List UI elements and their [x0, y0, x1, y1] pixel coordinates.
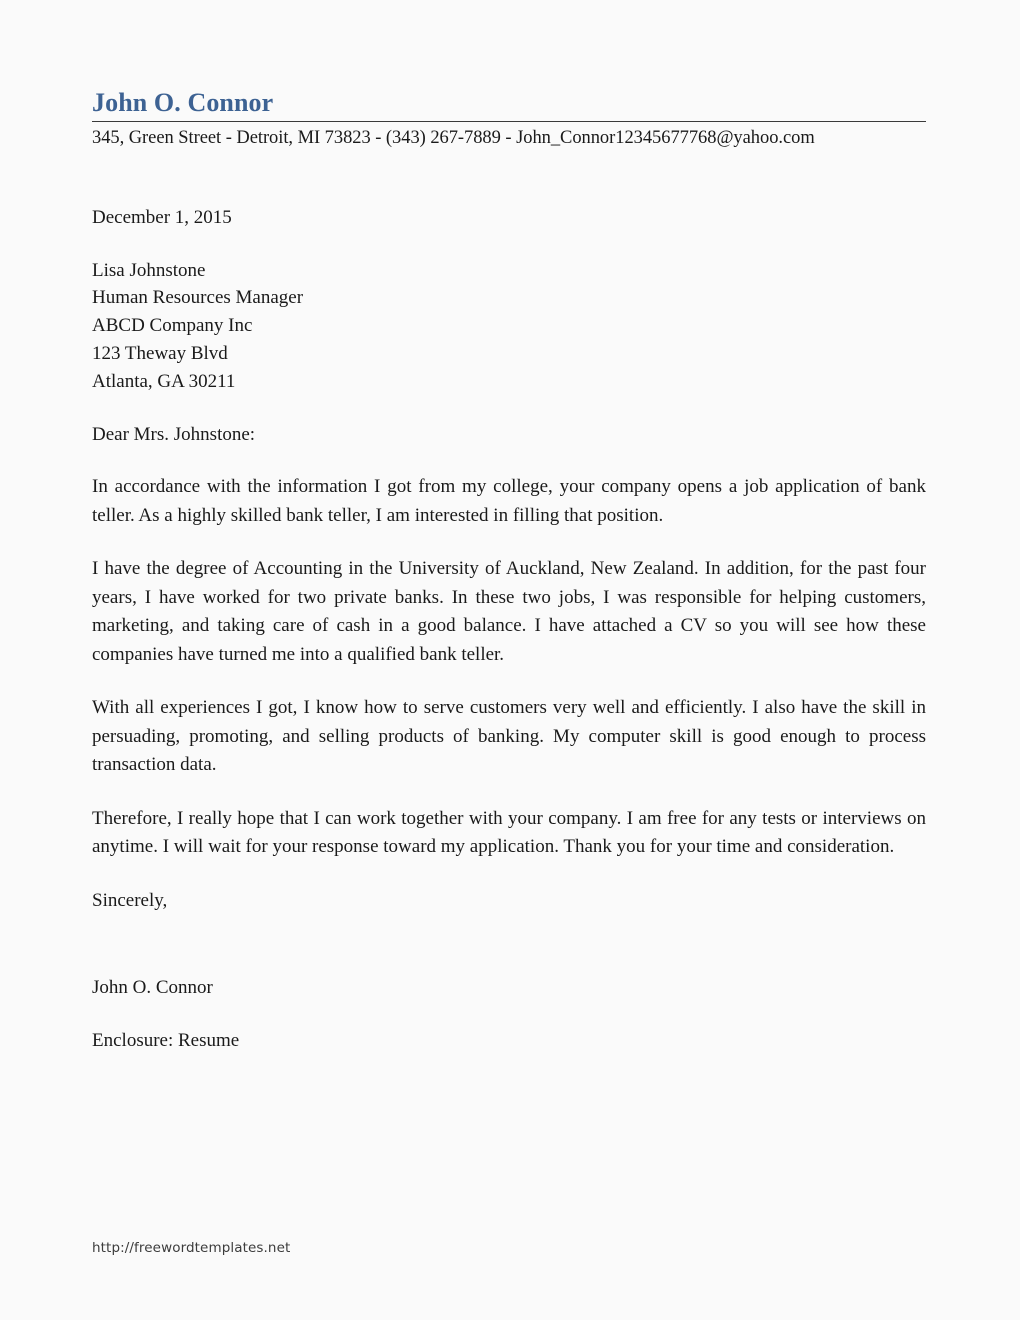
salutation: Dear Mrs. Johnstone:: [92, 424, 256, 446]
recipient-city-state-zip: Atlanta, GA 30211: [92, 370, 236, 392]
recipient-company: ABCD Company Inc: [92, 315, 253, 337]
closing-line: Sincerely,: [92, 889, 168, 911]
body-paragraph-1: In accordance with the information I got from my college, your company opens a job application of bank teller. As a highly skilled bank teller, I am interested in filling that position.: [92, 476, 926, 526]
body-paragraph-2: I have the degree of Accounting in the University of Auckland, New Zealand. In addition, for the past four years, I have worked for two private banks. In these two jobs, I was responsible for helping customers, marketing, and taking care of cash in a good balance. I have attached a CV so you will see how these companies have turned me into a qualified bank teller.: [92, 558, 926, 665]
recipient-name: Lisa Johnstone: [92, 259, 206, 281]
letterhead-contact-line: 345, Green Street - Detroit, MI 73823 - (343) 267-7889 - John_Connor12345677768@yahoo.com: [92, 128, 815, 149]
signature-name: John O. Connor: [92, 977, 213, 999]
body-paragraph-3: With all experiences I got, I know how to serve customers very well and efficiently. I also have the skill in persuading, promoting, and selling products of banking. My computer skill is good enough to process transaction data.: [92, 697, 926, 776]
body-paragraph-4: Therefore, I really hope that I can work together with your company. I am free for any tests or interviews on anytime. I will wait for your response toward my application. Thank you for your time and consideration.: [92, 807, 926, 858]
signature-space: [92, 913, 926, 975]
letter-date: December 1, 2015: [92, 207, 232, 229]
letterhead-divider: [92, 121, 926, 122]
recipient-job-title: Human Resources Manager: [92, 287, 304, 309]
letter-body: [92, 88, 926, 1053]
footer-url[interactable]: http://freewordtemplates.net: [92, 1240, 291, 1256]
recipient-street: 123 Theway Blvd: [92, 342, 228, 364]
recipient-address-block: [92, 257, 926, 396]
letterhead-name: John O. Connor: [92, 88, 274, 117]
enclosure-line: Enclosure: Resume: [92, 1029, 240, 1051]
